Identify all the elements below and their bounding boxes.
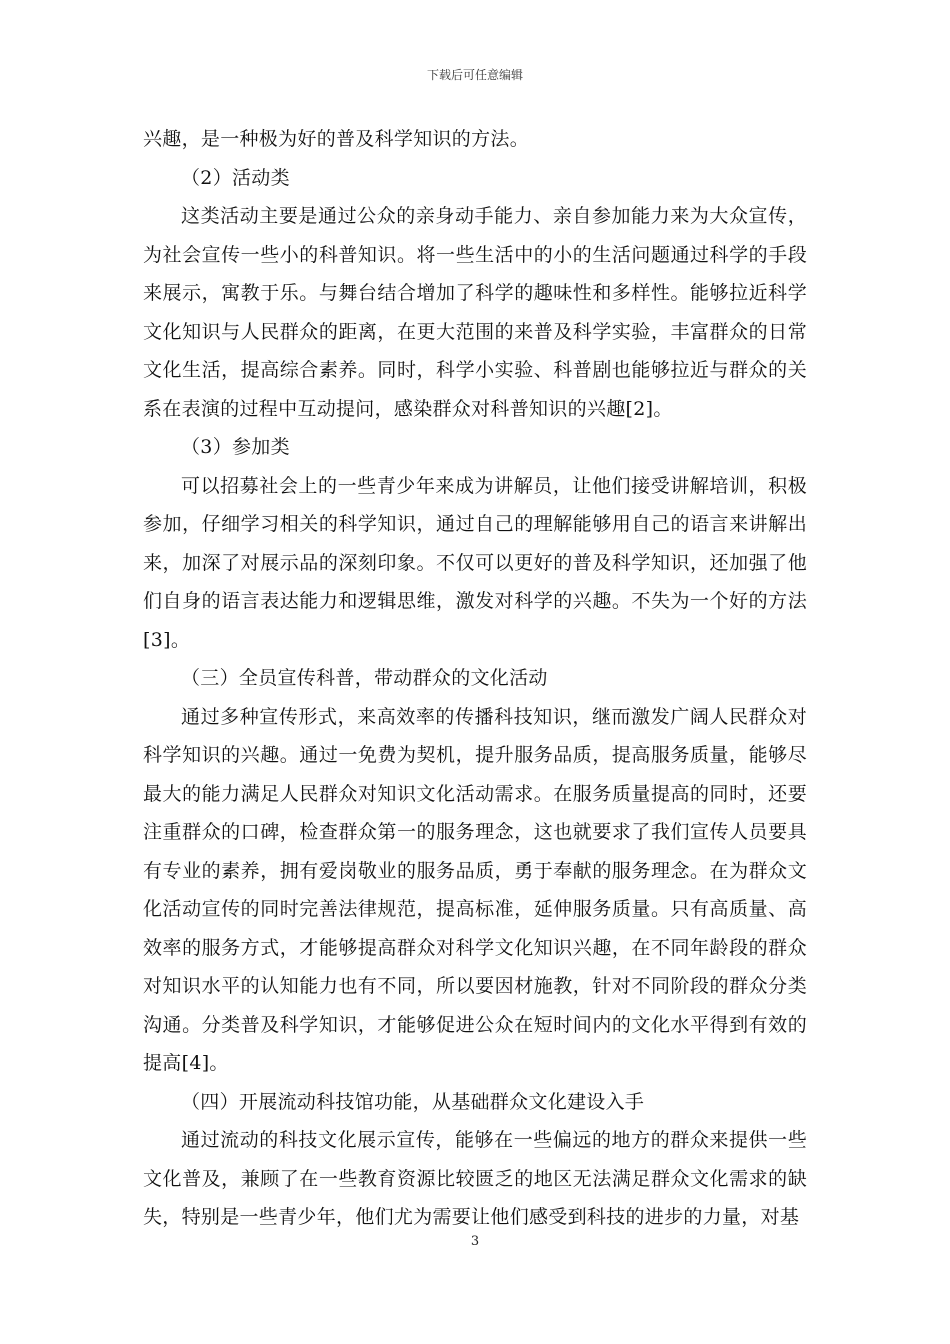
- paragraph-section-three: 通过多种宣传形式，来高效率的传播科技知识，继而激发广阔人民群众对科学知识的兴趣。通过一免费为契机，提升服务品质，提高服务质量，能够尽最大的能力满足人民群众对知识文化活动需求。在服务质量提高的同时，还要注重群众的口碑，检查群众第一的服务理念，这也就要求了我们宣传人员要具有专业的素养，拥有爱岗敬业的服务品质，勇于奉献的服务理念。在为群众文化活动宣传的同时完善法律规范，提高标准，延伸服务质量。只有高质量、高效率的服务方式，才能够提高群众对科学文化知识兴趣，在不同年龄段的群众对知识水平的认知能力也有不同，所以要因材施教，针对不同阶段的群众分类沟通。分类普及科学知识，才能够促进公众在短时间内的文化水平得到有效的提高[4]。: [143, 705, 807, 1074]
- page-header: 下载后可任意编辑: [426, 68, 523, 82]
- paragraph-continuation: 兴趣，是一种极为好的普及科学知识的方法。: [143, 128, 530, 150]
- paragraph-activity-type: 这类活动主要是通过公众的亲身动手能力、亲自参加能力来为大众宣传，为社会宣传一些小的科普知识。将一些生活中的小的生活问题通过科学的手段来展示，寓教于乐。与舞台结合增加了科学的趣味性和多样性。能够拉近科学文化知识与人民群众的距离，在更大范围的来普及科学实验，丰富群众的日常文化生活，提高综合素养。同时，科学小实验、科普剧也能够拉近与群众的关系在表演的过程中互动提问，感染群众对科普知识的兴趣[2]。: [143, 205, 807, 420]
- heading-activity-type: （2）活动类: [181, 166, 290, 189]
- heading-participation-type: （3）参加类: [181, 436, 290, 458]
- heading-section-four: （四）开展流动科技馆功能，从基础群众文化建设入手: [181, 1090, 645, 1113]
- paragraph-section-four: 通过流动的科技文化展示宣传，能够在一些偏远的地方的群众来提供一些文化普及，兼顾了在一些教育资源比较匮乏的地区无法满足群众文化需求的缺失，特别是一些青少年，他们尤为需要让他们感受到科技的进步的力量，对基: [143, 1129, 807, 1228]
- document-body: [143, 120, 807, 1237]
- page-number: 3: [470, 1234, 480, 1249]
- heading-section-three: （三）全员宣传科普，带动群众的文化活动: [181, 667, 548, 689]
- paragraph-participation-type: 可以招募社会上的一些青少年来成为讲解员，让他们接受讲解培训，积极参加，仔细学习相关的科学知识，通过自己的理解能够用自己的语言来讲解出来，加深了对展示品的深刻印象。不仅可以更好的普及科学知识，还加强了他们自身的语言表达能力和逻辑思维，激发对科学的兴趣。不失为一个好的方法[3]。: [143, 474, 807, 651]
